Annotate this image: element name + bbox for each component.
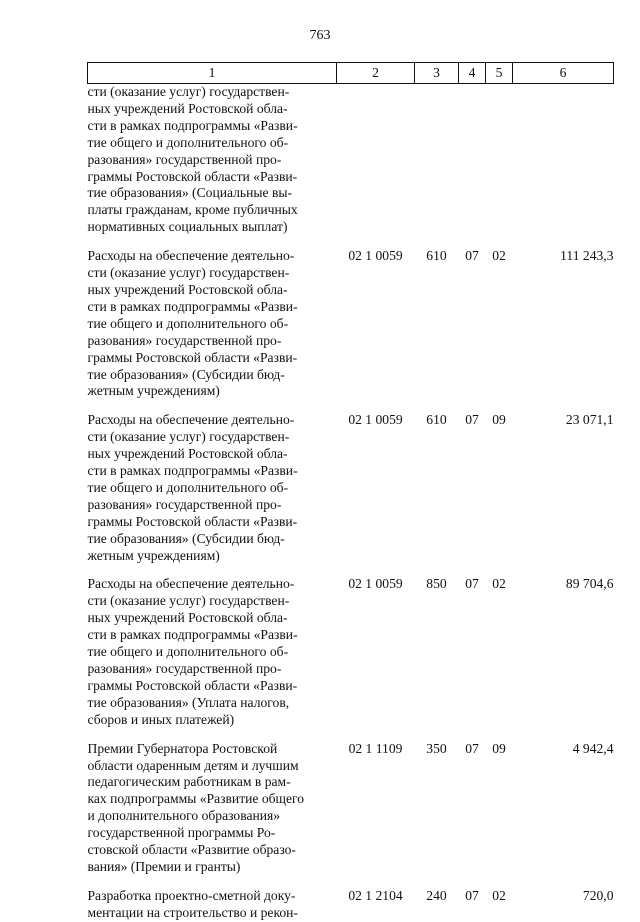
row-spacer-cell (88, 236, 614, 248)
description-line: граммы Ростовской области «Разви- (87, 349, 298, 365)
section-code (459, 84, 486, 237)
description-line: тие общего и дополнительного об- (87, 644, 289, 660)
column-header-amount: 6 (513, 63, 614, 84)
target-article-code: 02 1 0059 (348, 412, 403, 428)
description-line: тие образования» (Уплата налогов, (87, 694, 290, 710)
description-line: тие образования» (Субсидии бюд- (87, 530, 285, 546)
expense-type-code: 240 (426, 887, 447, 903)
section-code: 07 (465, 887, 479, 903)
description-line: жетным учреждениям) (87, 383, 220, 399)
description-line: ках подпрограммы «Развитие общего (87, 791, 305, 807)
description-line: области одаренным детям и лучшим (87, 757, 299, 773)
subsection-code: 02 (492, 248, 506, 264)
table-row (88, 412, 614, 564)
description-line: тие общего и дополнительного об- (87, 134, 289, 150)
column-header-pr: 5 (486, 63, 513, 84)
description-line: педагогическим работникам в рам- (87, 774, 291, 790)
amount-value: 720,0 (582, 887, 614, 903)
description-line: разования» государственной про- (87, 661, 282, 676)
table-row (88, 248, 614, 400)
table-header-row (88, 63, 614, 84)
row-spacer-cell (88, 400, 614, 412)
column-header-code: 2 (337, 63, 415, 84)
table-row (88, 741, 614, 876)
expense-description (88, 576, 337, 728)
description-line: тие образования» (Субсидии бюд- (87, 366, 285, 382)
subsection-code (486, 84, 513, 237)
description-line: ных учреждений Ростовской обла- (87, 100, 288, 116)
expense-description (88, 741, 337, 876)
subsection-code: 09 (492, 412, 506, 428)
row-spacer-cell (88, 729, 614, 741)
amount-value: 23 071,1 (565, 412, 614, 428)
table-row (88, 84, 614, 237)
description-line: Расходы на обеспечение деятельно- (87, 576, 295, 592)
target-article-code: 02 1 0059 (348, 576, 403, 592)
description-line: сти (оказание услуг) государствен- (87, 593, 290, 609)
table-row (88, 576, 614, 728)
page-number: 763 (309, 28, 331, 43)
description-line: сти в рамках подпрограммы «Разви- (87, 463, 298, 479)
description-line: тие образования» (Социальные вы- (87, 185, 293, 201)
description-line: Премии Губернатора Ростовской (87, 740, 278, 756)
section-code: 07 (465, 248, 479, 264)
row-spacer-cell (88, 564, 614, 576)
section-code: 07 (465, 740, 479, 756)
amount-value: 111 243,3 (560, 248, 614, 264)
description-line: граммы Ростовской области «Разви- (87, 513, 298, 529)
expense-type-code: 850 (426, 576, 447, 592)
expense-type-code (415, 84, 459, 237)
description-line: платы гражданам, кроме публичных (87, 202, 298, 218)
subsection-code: 02 (492, 887, 506, 903)
description-line: граммы Ростовской области «Разви- (87, 677, 298, 693)
description-line: ных учреждений Ростовской обла- (87, 610, 288, 626)
column-header-name: 1 (88, 63, 337, 84)
row-spacer (88, 236, 614, 248)
description-line: граммы Ростовской области «Разви- (87, 168, 298, 184)
budget-table (87, 62, 614, 922)
description-line: сти в рамках подпрограммы «Разви- (87, 117, 298, 133)
description-line: тие общего и дополнительного об- (87, 315, 289, 331)
description-line: разования» государственной про- (87, 332, 282, 348)
target-article-code: 02 1 1109 (348, 740, 403, 756)
expense-type-code: 610 (426, 412, 447, 428)
amount-value (513, 84, 614, 237)
expense-description (88, 248, 337, 400)
row-spacer (88, 729, 614, 741)
target-article-code: 02 1 2104 (348, 887, 403, 903)
amount-value: 4 942,4 (572, 740, 614, 756)
row-spacer (88, 876, 614, 888)
section-code: 07 (465, 576, 479, 592)
description-line: сти (оказание услуг) государствен- (87, 429, 290, 445)
row-spacer (88, 564, 614, 576)
column-header-rz: 4 (459, 63, 486, 84)
row-spacer-cell (88, 876, 614, 888)
column-header-vr: 3 (415, 63, 459, 84)
description-line: сборов и иных платежей) (87, 711, 235, 727)
expense-type-code: 610 (426, 248, 447, 264)
expense-type-code: 350 (426, 740, 447, 756)
subsection-code: 02 (492, 576, 506, 592)
description-line: жетным учреждениям) (87, 547, 220, 563)
subsection-code: 09 (492, 740, 506, 756)
description-line: сти (оказание услуг) государствен- (87, 265, 290, 281)
description-line: государственной программы Ро- (87, 825, 276, 841)
description-line: стовской области «Развитие образо- (87, 842, 296, 858)
section-code: 07 (465, 412, 479, 428)
description-line: ных учреждений Ростовской обла- (87, 281, 288, 297)
description-line: Расходы на обеспечение деятельно- (87, 412, 295, 428)
description-line: вания» (Премии и гранты) (87, 858, 241, 874)
target-article-code: 02 1 0059 (348, 248, 403, 264)
description-line: сти в рамках подпрограммы «Разви- (87, 298, 298, 314)
description-line: Разработка проектно-сметной доку- (87, 887, 296, 903)
description-line: сти в рамках подпрограммы «Разви- (87, 627, 298, 643)
description-line: разования» государственной про- (87, 496, 282, 512)
description-line: тие общего и дополнительного об- (87, 479, 289, 495)
expense-description (88, 412, 337, 564)
description-line: нормативных социальных выплат) (87, 219, 288, 235)
expense-description (88, 84, 337, 237)
description-line: ных учреждений Ростовской обла- (87, 446, 288, 462)
description-line: и дополнительного образования» (87, 808, 281, 824)
description-line: ментации на строительство и рекон- (87, 904, 298, 920)
description-line: разования» государственной про- (87, 151, 282, 167)
table-body (88, 84, 614, 922)
amount-value: 89 704,6 (565, 576, 614, 592)
description-line: Расходы на обеспечение деятельно- (87, 248, 295, 264)
target-article-code (337, 84, 415, 237)
row-spacer (88, 400, 614, 412)
description-line: сти (оказание услуг) государствен- (87, 84, 290, 99)
